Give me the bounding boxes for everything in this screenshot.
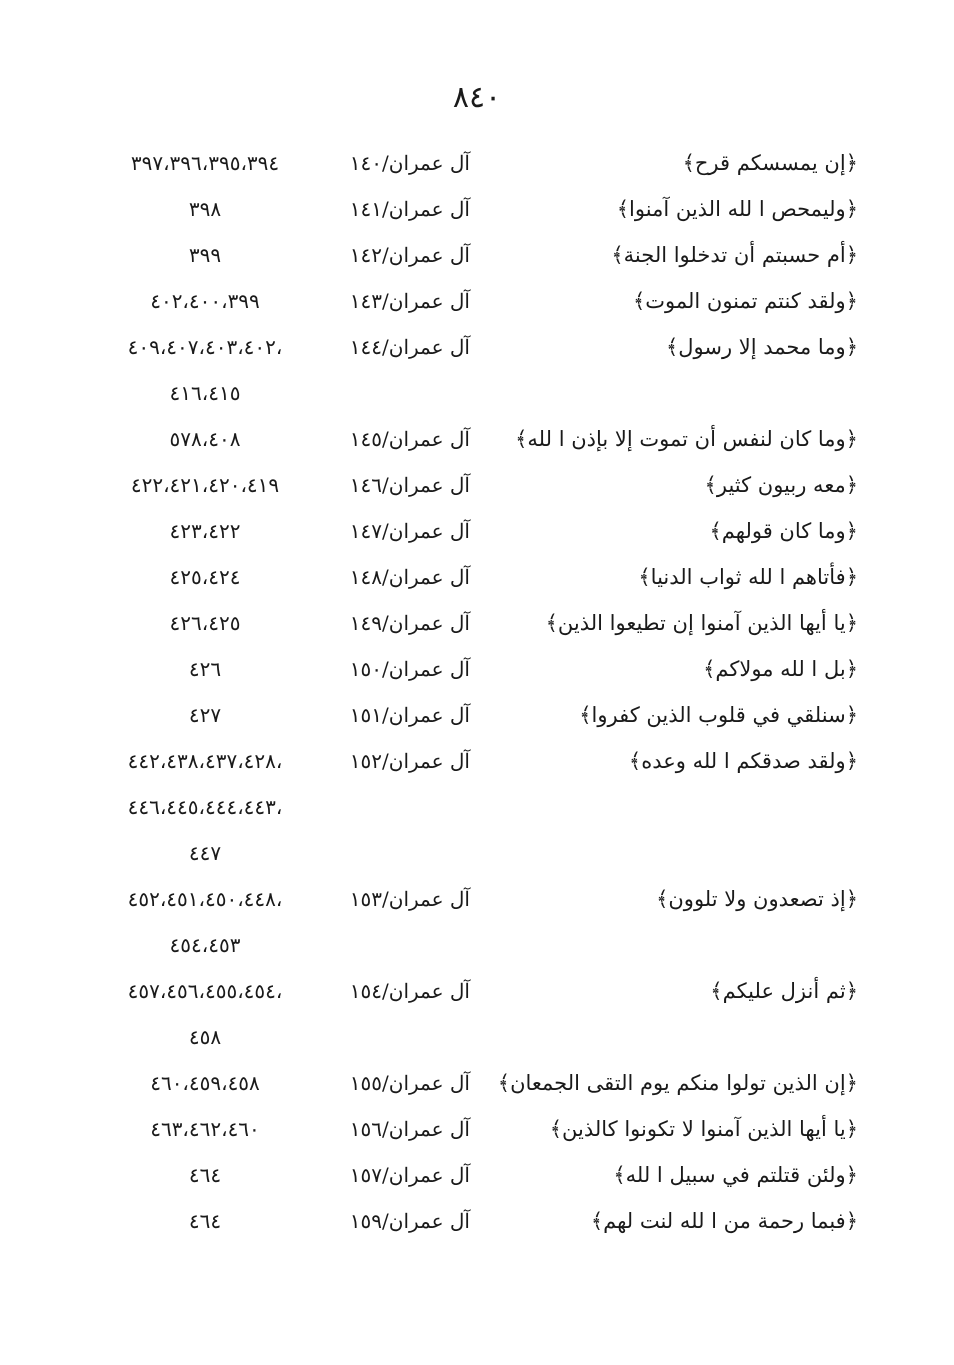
index-row	[0, 600, 954, 646]
verse-text: ﴿إذ تصعدون ولا تلوون﴾	[656, 887, 858, 911]
index-row-continuation	[0, 1014, 954, 1060]
verse-reference: آل عمران/١٤٣	[349, 289, 470, 313]
verse-reference: آل عمران/١٥٤	[349, 979, 470, 1003]
verse-reference: آل عمران/١٥٣	[349, 887, 470, 911]
verse-text: ﴿ولقد صدقكم ا لله وعده﴾	[628, 749, 858, 773]
verse-reference: آل عمران/١٥٢	[349, 749, 470, 773]
index-row	[0, 554, 954, 600]
verse-reference: آل عمران/١٤٢	[349, 243, 470, 267]
page-references: ٤٢٦،٤٢٥	[169, 611, 241, 635]
index-row	[0, 324, 954, 370]
page-references: ٤٦٠،٤٥٩،٤٥٨	[150, 1071, 260, 1095]
index-row	[0, 692, 954, 738]
verse-text: ﴿سنلقي في قلوب الذين كفروا﴾	[579, 703, 858, 727]
verse-text: ﴿إن يمسسكم قرح﴾	[682, 151, 858, 175]
page-references: ٥٧٨،٤٠٨	[169, 427, 241, 451]
page-references: ،٤٥٢،٤٥١،٤٥٠،٤٤٨	[127, 887, 283, 911]
page-references: ،٤٤٦،٤٤٥،٤٤٤،٤٤٣	[127, 795, 283, 819]
page-references: ٤٠٢،٤٠٠،٣٩٩	[150, 289, 260, 313]
page-references: ،٤٠٩،٤٠٧،٤٠٣،٤٠٢	[127, 335, 283, 359]
page-references: ٤٦٣،٤٦٢،٤٦٠	[150, 1117, 260, 1141]
index-row	[0, 508, 954, 554]
page-references: ٤١٦،٤١٥	[169, 381, 241, 405]
index-row	[0, 646, 954, 692]
page-references: ٤٢٦	[188, 657, 222, 681]
verse-text: ﴿ولئن قتلتم في سبيل ا لله﴾	[613, 1163, 858, 1187]
verse-text: ﴿يا أيها الذين آمنوا إن تطيعوا الذين﴾	[545, 611, 858, 635]
verse-reference: آل عمران/١٤٥	[349, 427, 470, 451]
verse-index-table	[0, 140, 954, 1244]
verse-reference: آل عمران/١٥٠	[349, 657, 470, 681]
verse-reference: آل عمران/١٤٠	[349, 151, 470, 175]
page-references: ٤٢٥،٤٢٤	[169, 565, 241, 589]
page-references: ٣٩٨	[188, 197, 222, 221]
verse-reference: آل عمران/١٥١	[349, 703, 470, 727]
verse-reference: آل عمران/١٤٧	[349, 519, 470, 543]
verse-text: ﴿فأتاهم ا لله ثواب الدنيا﴾	[638, 565, 858, 589]
page-references: ٤٢٢،٤٢١،٤٢٠،٤١٩	[130, 473, 280, 497]
page-references: ٣٩٧،٣٩٦،٣٩٥،٣٩٤	[130, 151, 280, 175]
index-row	[0, 462, 954, 508]
page-references: ٤٢٣،٤٢٢	[169, 519, 241, 543]
index-row	[0, 232, 954, 278]
page-references: ٤٤٧	[188, 841, 222, 865]
page-references: ،٤٥٧،٤٥٦،٤٥٥،٤٥٤	[127, 979, 283, 1003]
index-row	[0, 968, 954, 1014]
verse-reference: آل عمران/١٤٦	[349, 473, 470, 497]
index-row	[0, 876, 954, 922]
verse-reference: آل عمران/١٤٤	[349, 335, 470, 359]
index-row	[0, 140, 954, 186]
page-references: ٤٥٤،٤٥٣	[169, 933, 241, 957]
verse-reference: آل عمران/١٥٥	[349, 1071, 470, 1095]
index-row-continuation	[0, 370, 954, 416]
index-row	[0, 186, 954, 232]
verse-text: ﴿بل ا لله مولاكم﴾	[703, 657, 858, 681]
verse-reference: آل عمران/١٥٩	[349, 1209, 470, 1233]
verse-reference: آل عمران/١٥٦	[349, 1117, 470, 1141]
verse-text: ﴿يا أيها الذين آمنوا لا تكونوا كالذين﴾	[549, 1117, 858, 1141]
verse-text: ﴿فبما رحمة من ا لله لنت لهم﴾	[590, 1209, 858, 1233]
index-row	[0, 1198, 954, 1244]
verse-text: ﴿ولقد كنتم تمنون الموت﴾	[632, 289, 858, 313]
verse-reference: آل عمران/١٥٧	[349, 1163, 470, 1187]
verse-text: ﴿وما كان قولهم﴾	[709, 519, 858, 543]
index-row	[0, 416, 954, 462]
verse-text: ﴿معه ربيون كثير﴾	[704, 473, 858, 497]
page-references: ٤٥٨	[188, 1025, 222, 1049]
verse-reference: آل عمران/١٤١	[349, 197, 470, 221]
index-row	[0, 278, 954, 324]
verse-reference: آل عمران/١٤٨	[349, 565, 470, 589]
index-row	[0, 1106, 954, 1152]
index-row	[0, 1060, 954, 1106]
verse-text: ﴿وما كان لنفس أن تموت إلا بإذن ا لله﴾	[515, 427, 858, 451]
index-row	[0, 738, 954, 784]
page-references: ٤٦٤	[188, 1163, 222, 1187]
verse-text: ﴿أم حسبتم أن تدخلوا الجنة﴾	[611, 243, 858, 267]
index-row-continuation	[0, 784, 954, 830]
verse-text: ﴿وليمحص ا لله الذين آمنوا﴾	[616, 197, 858, 221]
page-references: ٤٢٧	[188, 703, 222, 727]
verse-reference: آل عمران/١٤٩	[349, 611, 470, 635]
index-row	[0, 1152, 954, 1198]
page-references: ٣٩٩	[188, 243, 222, 267]
page-number: ٨٤٠	[452, 80, 502, 115]
index-row-continuation	[0, 922, 954, 968]
page-references: ،٤٤٢،٤٣٨،٤٣٧،٤٢٨	[127, 749, 283, 773]
verse-text: ﴿ثم أنزل عليكم﴾	[710, 979, 858, 1003]
page-references: ٤٦٤	[188, 1209, 222, 1233]
index-row-continuation	[0, 830, 954, 876]
verse-text: ﴿إن الذين تولوا منكم يوم التقى الجمعان﴾	[497, 1071, 858, 1095]
verse-text: ﴿وما محمد إلا رسول﴾	[665, 335, 858, 359]
